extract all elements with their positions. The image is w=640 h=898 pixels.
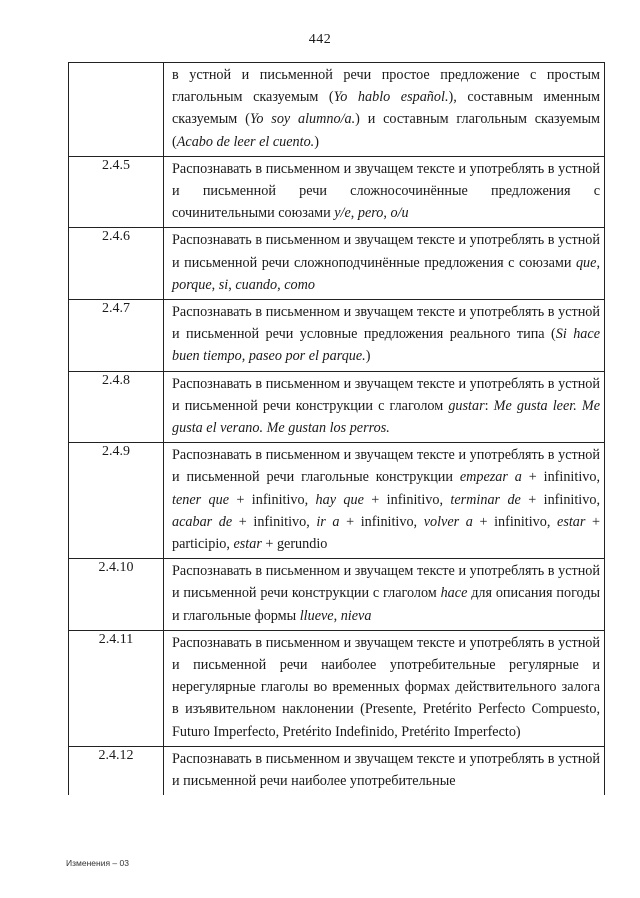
text-segment: + infinitivo, bbox=[232, 513, 317, 530]
text-segment: в устной и письменной речи простое предложение с простым глагольным сказуемым ( bbox=[172, 67, 600, 106]
row-number: 2.4.9 bbox=[69, 443, 164, 558]
table-row bbox=[69, 558, 604, 630]
text-segment: , bbox=[228, 276, 236, 293]
text-segment: , bbox=[277, 276, 285, 293]
row-number: 2.4.8 bbox=[69, 372, 164, 443]
example-italic: terminar de bbox=[450, 491, 521, 508]
text-segment: , bbox=[211, 276, 219, 293]
table-row bbox=[69, 227, 604, 299]
footer-revision: Изменения – 03 bbox=[66, 858, 129, 868]
example-italic: estar bbox=[233, 536, 262, 553]
text-segment: ) bbox=[365, 348, 371, 365]
table-row bbox=[69, 442, 604, 558]
text-segment: : bbox=[484, 397, 494, 414]
example-italic: pero bbox=[357, 205, 384, 222]
example-italic: Si hace buen tiempo, paseo por el parque. bbox=[172, 326, 600, 365]
text-segment: + infinitivo, bbox=[521, 469, 600, 486]
example-italic: acabar de bbox=[172, 513, 233, 530]
table-row bbox=[69, 371, 604, 443]
row-text bbox=[164, 63, 604, 156]
example-italic: que bbox=[575, 254, 597, 271]
text-segment: ), составным именным сказуемым ( bbox=[172, 89, 600, 128]
example-italic: Me gusta leer. Me gusta el verano. Me gustan los perros. bbox=[172, 397, 600, 437]
text-segment: + infinitivo, bbox=[520, 491, 600, 508]
example-italic: cuando bbox=[235, 276, 278, 293]
text-segment: , bbox=[383, 205, 391, 222]
text-segment: Распознавать в письменном и звучащем тексте и употреблять в устной и письменной речи наиболее употребительные регулярные и нерегулярные глаголы во временных формах действительного залога в изъявительном наклонении (Presente, Pretérito Perfecto Compuesto, Futuro Imperfecto, Pretérito Indefinido, Pretérito Imperfecto) bbox=[172, 634, 600, 740]
row-text bbox=[164, 631, 604, 746]
text-segment: + infinitivo, bbox=[363, 491, 451, 508]
text-segment: , bbox=[350, 205, 358, 222]
example-italic: hay que bbox=[315, 491, 364, 508]
example-italic: gustar bbox=[448, 397, 485, 414]
text-segment: для описания погоды и глагольные формы bbox=[172, 585, 600, 624]
curriculum-table bbox=[68, 62, 605, 795]
example-italic: Acabo de leer el cuento. bbox=[176, 133, 315, 150]
text-segment: Распознавать в письменном и звучащем тексте и употреблять в устной и письменной речи конструкции с глаголом bbox=[172, 563, 600, 602]
text-segment: ) bbox=[314, 133, 319, 150]
example-italic: hace bbox=[440, 585, 468, 602]
row-text bbox=[164, 157, 604, 228]
example-italic: y/e bbox=[334, 205, 351, 222]
text-segment: + infinitivo, bbox=[229, 491, 316, 508]
row-text bbox=[164, 228, 604, 299]
page-number: 442 bbox=[308, 32, 332, 47]
text-segment: Распознавать в письменном и звучащем тексте и употреблять в устной и письменной речи сложносочинённые предложения с сочинительными союзами bbox=[172, 160, 600, 222]
example-italic: Yo soy alumno/a. bbox=[249, 111, 356, 128]
example-italic: nieva bbox=[340, 607, 372, 624]
table-row bbox=[69, 746, 604, 795]
table-row bbox=[69, 62, 604, 156]
row-text bbox=[164, 747, 604, 795]
text-segment: + infinitivo, bbox=[472, 513, 558, 530]
example-italic: tener que bbox=[172, 491, 230, 508]
text-segment: , bbox=[333, 607, 341, 624]
row-text bbox=[164, 300, 604, 371]
row-number: 2.4.7 bbox=[69, 300, 164, 371]
text-segment: + participio, bbox=[172, 513, 601, 553]
example-italic: porque bbox=[172, 276, 212, 293]
text-segment: , bbox=[596, 254, 600, 271]
example-italic: Yo hablo español. bbox=[333, 89, 449, 106]
row-number: 2.4.10 bbox=[69, 559, 164, 630]
row-text bbox=[164, 372, 604, 443]
example-italic: ir a bbox=[316, 513, 340, 530]
table-row bbox=[69, 299, 604, 371]
row-text bbox=[164, 443, 604, 558]
text-segment: Распознавать в письменном и звучащем тексте и употреблять в устной и письменной речи наиболее употребительные bbox=[172, 750, 600, 790]
text-segment: + gerundio bbox=[261, 536, 328, 553]
example-italic: llueve bbox=[299, 607, 334, 624]
table-row bbox=[69, 156, 604, 228]
table-row bbox=[69, 630, 604, 746]
example-italic: volver a bbox=[423, 513, 473, 530]
example-italic: o/u bbox=[390, 205, 409, 222]
example-italic: estar bbox=[557, 513, 586, 530]
text-segment: Распознавать в письменном и звучащем тексте и употреблять в устной и письменной речи конструкции с глаголом bbox=[172, 375, 600, 414]
example-italic: si bbox=[218, 276, 229, 293]
row-number: 2.4.11 bbox=[69, 631, 164, 746]
example-italic: como bbox=[284, 276, 315, 293]
text-segment: Распознавать в письменном и звучащем тексте и употреблять в устной и письменной речи условные предложения реального типа ( bbox=[172, 304, 600, 343]
text-segment: ) и составным глагольным сказуемым ( bbox=[172, 111, 600, 150]
row-number: 2.4.5 bbox=[69, 157, 164, 228]
row-number bbox=[69, 63, 164, 156]
example-italic: empezar a bbox=[459, 469, 522, 486]
text-segment: Распознавать в письменном и звучащем тексте и употреблять в устной и письменной речи глагольные конструкции bbox=[172, 447, 600, 486]
row-text bbox=[164, 559, 604, 630]
text-segment: + infinitivo, bbox=[339, 513, 424, 530]
row-number: 2.4.6 bbox=[69, 228, 164, 299]
text-segment: Распознавать в письменном и звучащем тексте и употреблять в устной и письменной речи сложноподчинённые предложения с союзами bbox=[172, 232, 600, 271]
row-number: 2.4.12 bbox=[69, 747, 164, 795]
